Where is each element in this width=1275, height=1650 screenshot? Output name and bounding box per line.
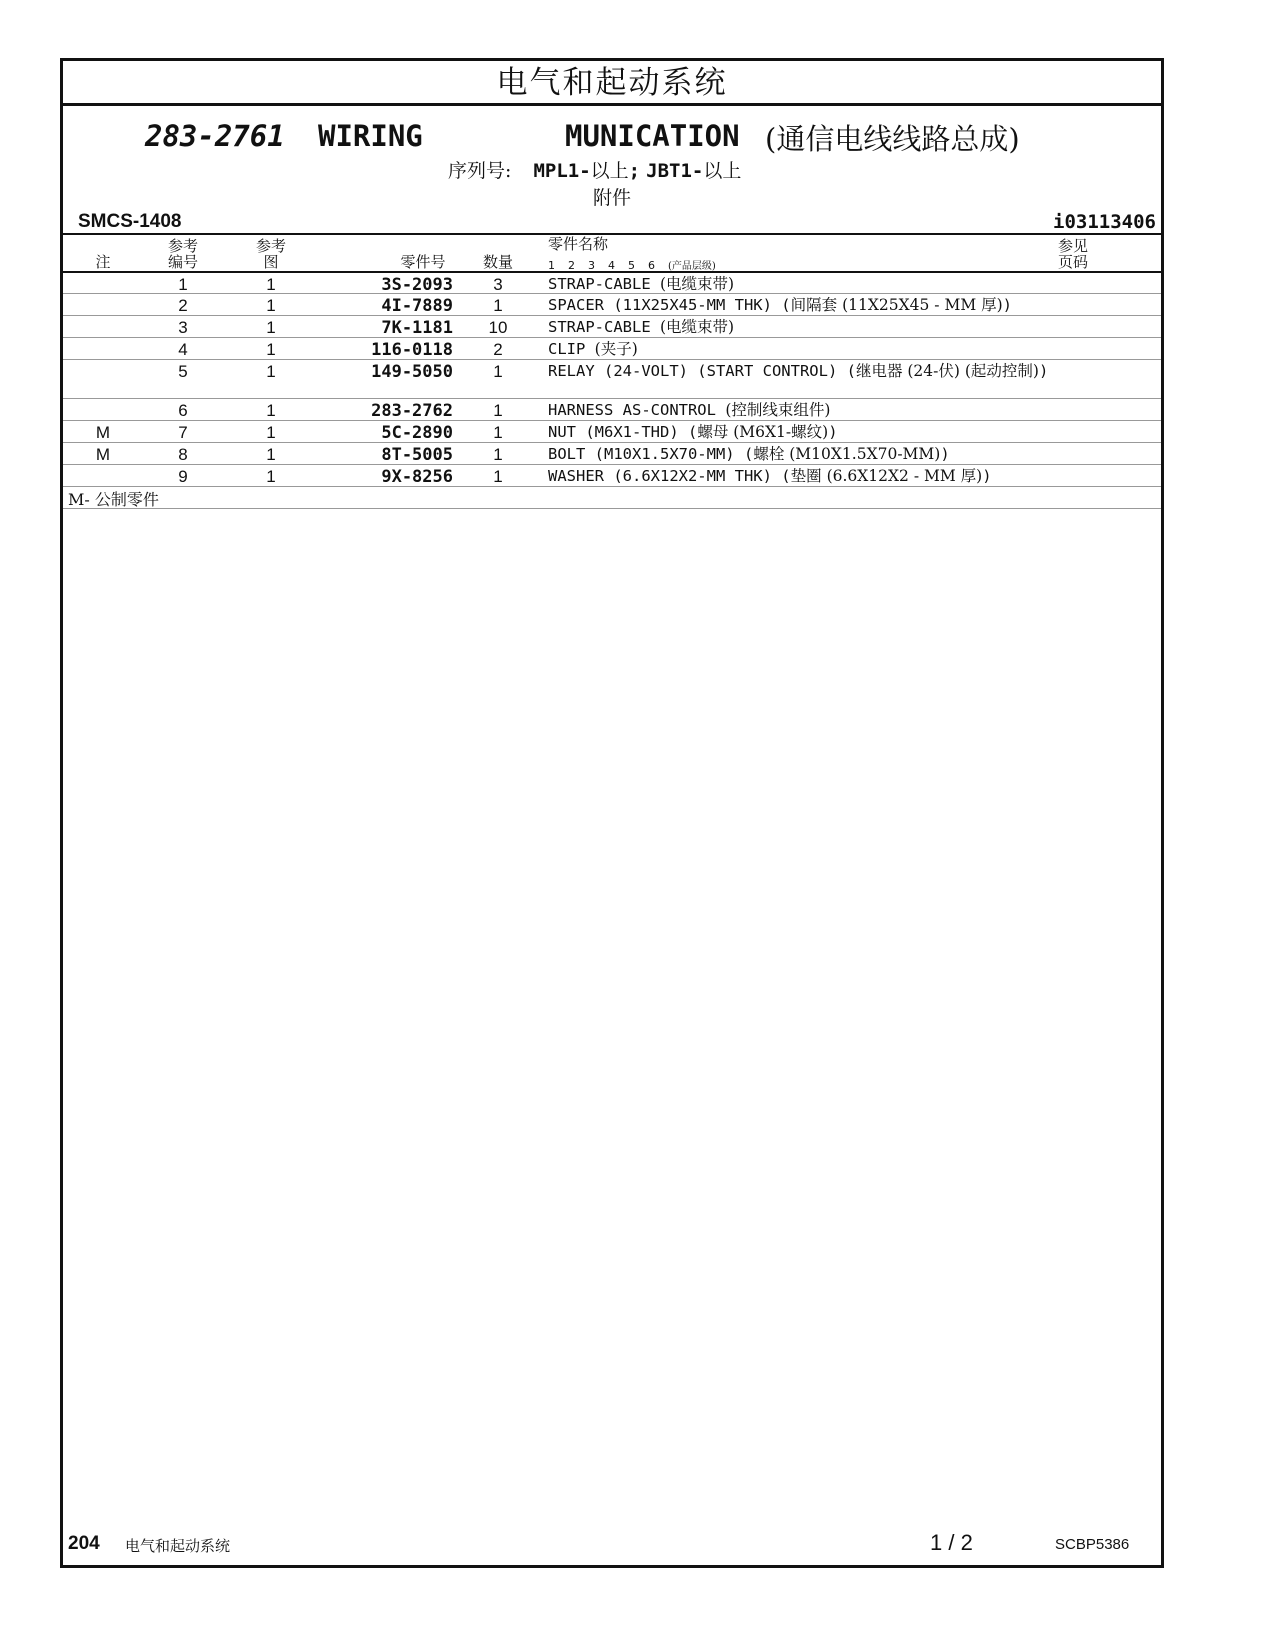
part-name-end: ) [1038, 362, 1049, 380]
level-6: 6 [648, 259, 655, 272]
serial-label: 序列号: [448, 160, 512, 182]
part-name-cn: 垫圈 (6.6X12X2 - MM 厚) [790, 467, 983, 485]
level-1: 1 [548, 259, 555, 272]
cell-ref-figure: 1 [266, 401, 276, 420]
part-name-cn: 螺栓 (M10X1.5X70-MM) [753, 445, 941, 463]
cell-part-name [548, 318, 1108, 336]
cell-ref-figure: 1 [266, 318, 276, 337]
part-name-end: ) [1002, 296, 1013, 314]
footer-section: 电气和起动系统 [125, 1537, 231, 1555]
table-row [63, 442, 1161, 464]
serial-separator: ; [628, 160, 641, 182]
part-name-cn: (电缆束带) [659, 275, 735, 293]
cell-ref-number: 7 [178, 423, 188, 442]
header-ref-line2: 编号 [167, 253, 198, 271]
cell-ref-figure: 1 [266, 340, 276, 359]
cell-part-name [548, 296, 1108, 314]
part-name-en: STRAP-CABLE [548, 275, 660, 293]
level-5: 5 [628, 259, 635, 272]
cell-ref-figure: 1 [266, 467, 276, 486]
header-fig-line2: 图 [263, 253, 279, 271]
part-name-cn: (夹子) [594, 340, 638, 358]
header-fig-line1: 参考 [255, 237, 286, 255]
metric-footnote: M- 公制零件 [68, 490, 159, 509]
serial-range-1: 以上 [590, 160, 629, 182]
cell-ref-figure: 1 [266, 275, 276, 294]
cell-quantity: 2 [493, 340, 503, 359]
cell-part-number: 116-0118 [371, 340, 453, 360]
part-name-cn: (控制线束组件) [725, 401, 831, 419]
cell-ref-figure: 1 [266, 445, 276, 464]
title-part-number: 283-2761 [145, 119, 285, 153]
parts-table [63, 271, 1161, 509]
cell-part-number: 283-2762 [371, 401, 453, 421]
table-row [63, 359, 1161, 398]
smcs-code: SMCS-1408 [78, 211, 182, 232]
part-name-cn: 间隔套 (11X25X45 - MM 厚) [790, 296, 1003, 314]
cell-ref-number: 6 [178, 401, 188, 420]
part-name-en: NUT (M6X1-THD) ( [548, 423, 698, 441]
cell-ref-number: 1 [178, 275, 188, 294]
cell-part-number: 8T-5005 [381, 445, 453, 465]
part-name-cn: 继电器 (24-伏) (起动控制) [855, 362, 1039, 380]
header-ref-number [158, 238, 208, 270]
cell-part-name [548, 362, 1108, 380]
cell-ref-number: 3 [178, 318, 188, 337]
cell-quantity: 3 [493, 275, 503, 294]
header-ref-figure [246, 238, 296, 270]
part-name-end: ) [828, 423, 838, 441]
cell-quantity: 10 [488, 318, 508, 337]
cell-part-number: 7K-1181 [381, 318, 453, 338]
cell-ref-number: 8 [178, 445, 188, 464]
part-name-en: SPACER (11X25X45-MM THK) ( [548, 296, 791, 314]
table-row [63, 398, 1161, 420]
level-2: 2 [568, 259, 575, 272]
header-part-number: 零件号 [400, 253, 446, 271]
cell-quantity: 1 [493, 423, 503, 442]
cell-part-name [548, 445, 1108, 463]
cell-quantity: 1 [493, 296, 503, 315]
cell-part-name [548, 275, 1108, 293]
cell-ref-figure: 1 [266, 362, 276, 381]
cell-ref-figure: 1 [266, 296, 276, 315]
part-name-en: HARNESS AS-CONTROL [548, 401, 726, 419]
title-chinese: (通信电线线路总成) [765, 122, 1020, 156]
table-row [63, 293, 1161, 315]
cell-part-number: 3S-2093 [381, 275, 453, 295]
part-name-end: ) [982, 467, 992, 485]
serial-prefix-1: MPL1- [533, 160, 591, 182]
cell-quantity: 1 [493, 445, 503, 464]
table-row [63, 271, 1161, 293]
footnote-divider [63, 508, 1161, 509]
cell-quantity: 1 [493, 401, 503, 420]
part-name-en: STRAP-CABLE [548, 318, 660, 336]
serial-prefix-2: JBT1- [646, 160, 704, 182]
table-end-divider [63, 486, 1161, 487]
cell-part-number: 4I-7889 [381, 296, 453, 316]
header-divider [63, 233, 1161, 235]
cell-part-name [548, 401, 1108, 419]
part-name-en: CLIP [548, 340, 595, 358]
cell-ref-figure: 1 [266, 423, 276, 442]
cell-ref-number: 5 [178, 362, 188, 381]
attachment-label: 附件 [593, 187, 632, 209]
serial-numbers [448, 156, 741, 183]
header-product-levels [548, 257, 716, 272]
header-ref-line1: 参考 [167, 237, 198, 255]
level-3: 3 [588, 259, 595, 272]
table-row [63, 420, 1161, 442]
cell-part-number: 149-5050 [371, 362, 453, 382]
cell-ref-number: 9 [178, 467, 188, 486]
part-name-cn: 螺母 (M6X1-螺纹) [697, 423, 829, 441]
cell-ref-number: 2 [178, 296, 188, 315]
cell-part-name [548, 467, 1108, 485]
header-page-line2: 页码 [1057, 253, 1088, 271]
footer-pagination: 1 / 2 [930, 1530, 973, 1555]
header-quantity: 数量 [482, 253, 513, 271]
part-name-en: WASHER (6.6X12X2-MM THK) ( [548, 467, 791, 485]
header-see-page [1048, 238, 1098, 270]
serial-range-2: 以上 [703, 160, 742, 182]
cell-ref-number: 4 [178, 340, 188, 359]
footer-code: SCBP5386 [1055, 1536, 1130, 1553]
document-id: i03113406 [1053, 211, 1156, 233]
level-4: 4 [608, 259, 615, 272]
header-note: 注 [95, 253, 111, 271]
header-page-line1: 参见 [1057, 237, 1088, 255]
cell-part-name [548, 340, 1108, 358]
levels-label: (产品层级) [668, 261, 716, 272]
cell-note: M [95, 423, 111, 442]
cell-quantity: 1 [493, 467, 503, 486]
section-title: 电气和起动系统 [63, 61, 1161, 106]
cell-part-number: 5C-2890 [381, 423, 453, 443]
part-name-en: BOLT (M10X1.5X70-MM) ( [548, 445, 754, 463]
cell-note: M [95, 445, 111, 464]
cell-part-number: 9X-8256 [381, 467, 453, 487]
table-row [63, 337, 1161, 359]
footer-page-number: 204 [68, 1533, 100, 1554]
title-word-wiring: WIRING [318, 119, 423, 153]
table-row [63, 464, 1161, 486]
title-word-munication: MUNICATION [565, 119, 740, 153]
part-name-cn: (电缆束带) [659, 318, 735, 336]
table-row [63, 315, 1161, 337]
header-part-name: 零件名称 [548, 235, 609, 253]
cell-quantity: 1 [493, 362, 503, 381]
part-name-end: ) [940, 445, 950, 463]
cell-part-name [548, 423, 1108, 441]
part-name-en: RELAY (24-VOLT) (START CONTROL) ( [548, 362, 856, 380]
document-frame [60, 58, 1164, 1568]
